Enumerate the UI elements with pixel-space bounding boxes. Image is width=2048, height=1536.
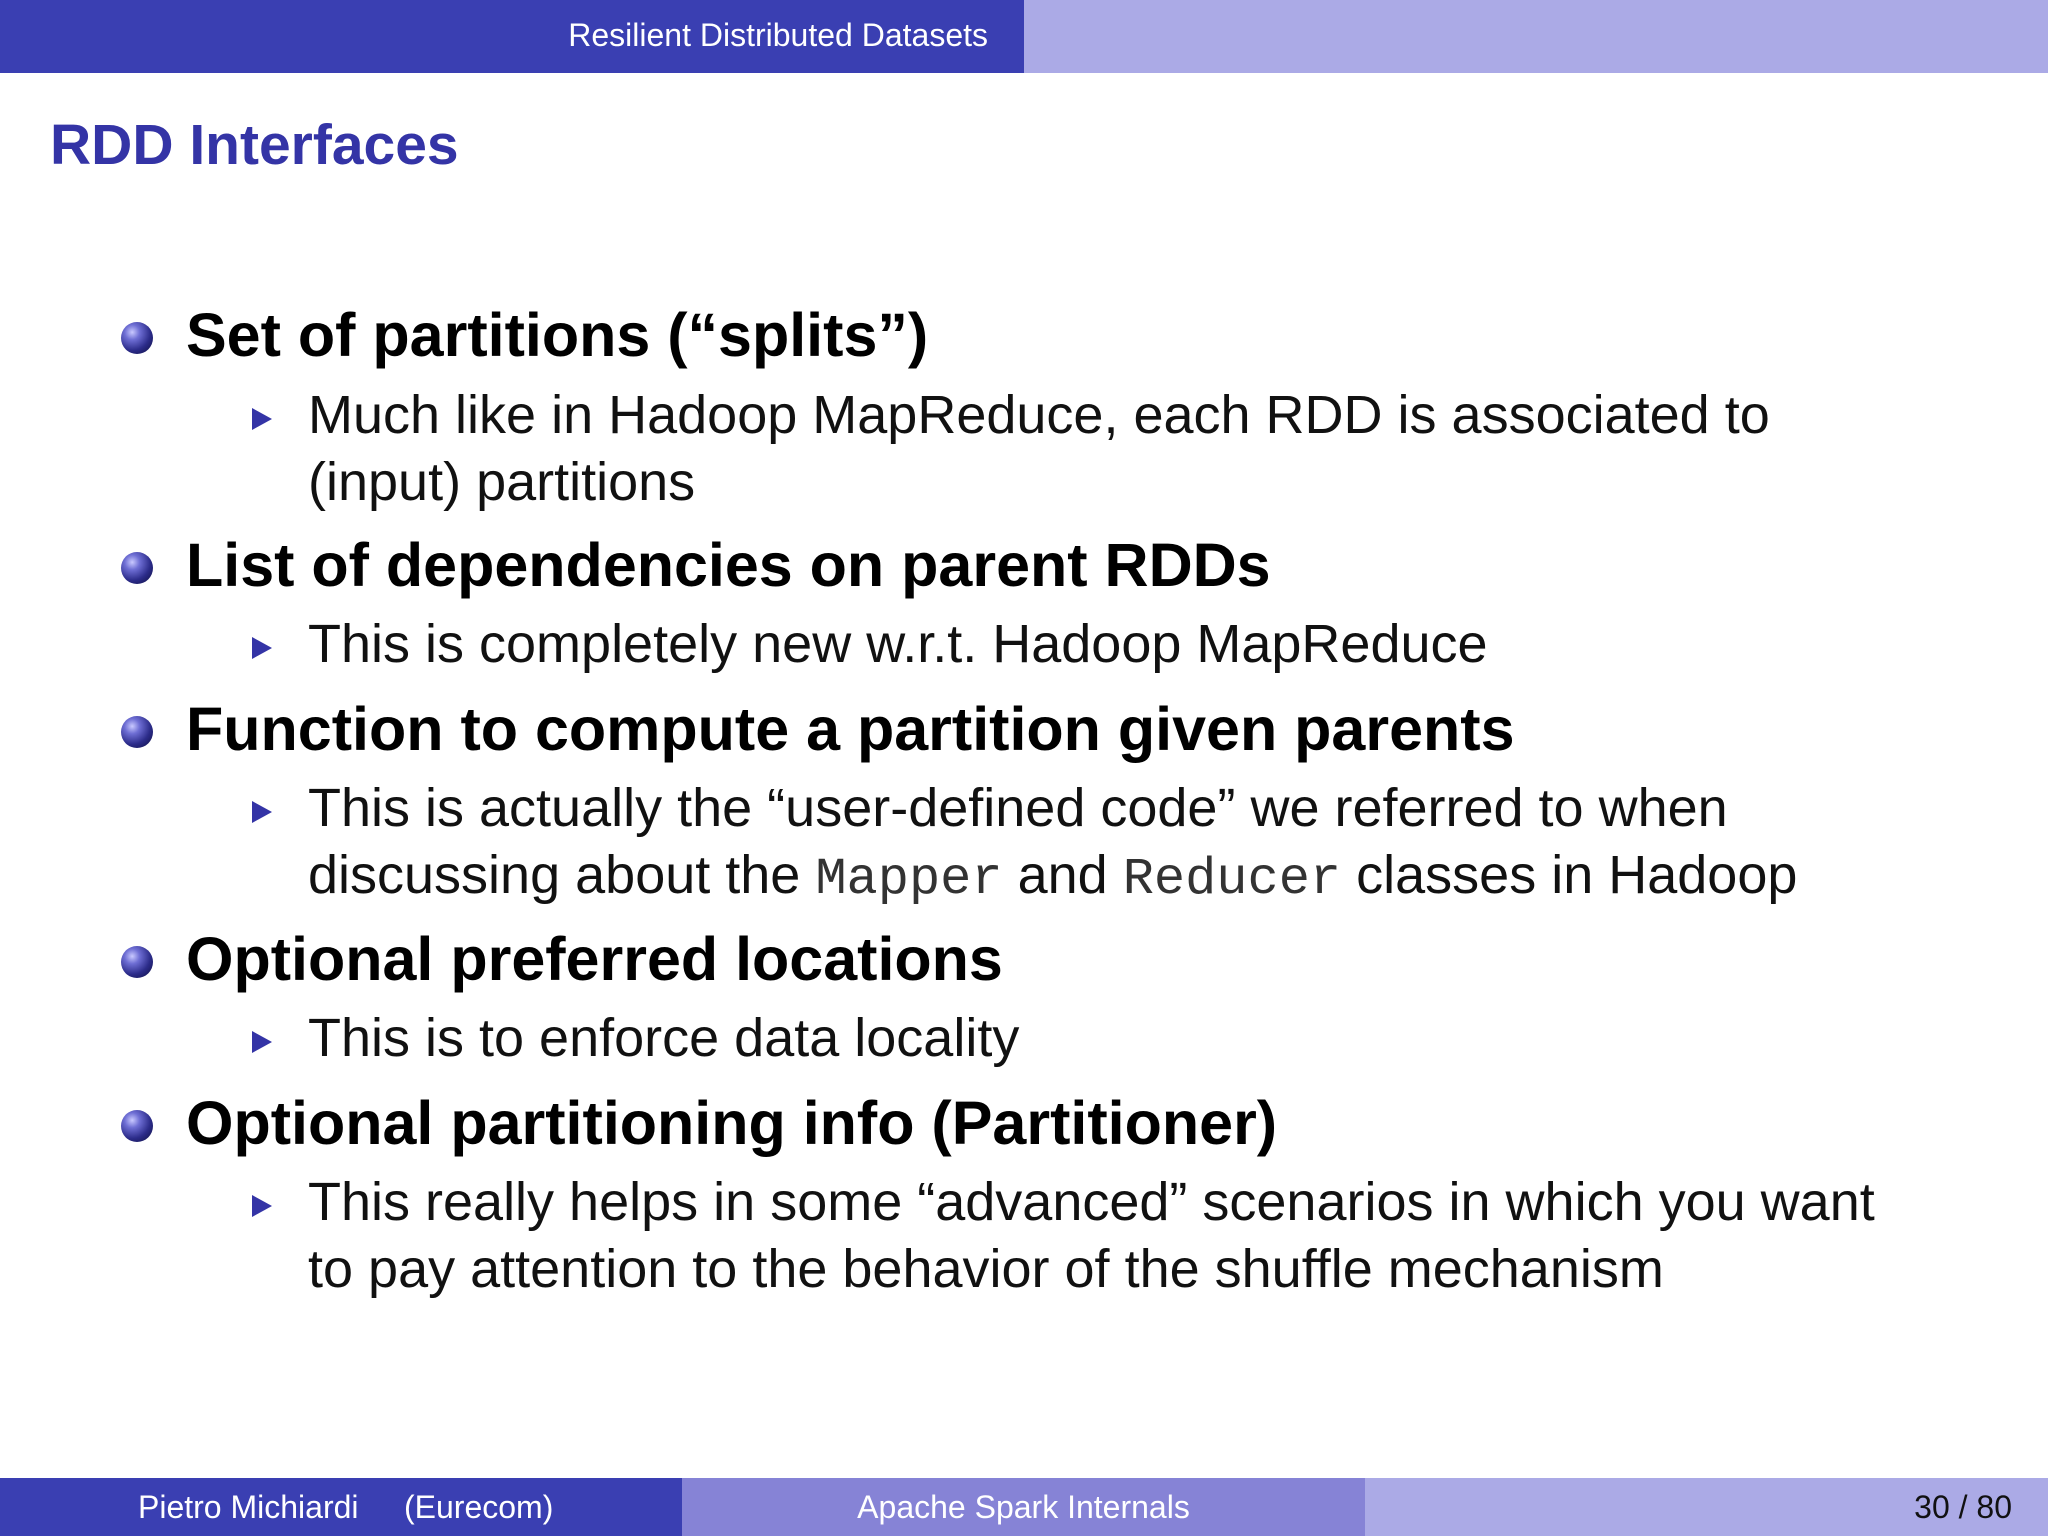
item-title: Function to compute a partition given parents	[186, 695, 1515, 763]
sub-item-text	[308, 844, 1797, 909]
item-title: Optional preferred locations	[186, 925, 1003, 993]
text-run: and	[1002, 845, 1123, 905]
frame-title: RDD Interfaces	[50, 113, 459, 177]
sub-item-text: (input) partitions	[308, 452, 696, 512]
bullet-triangle-icon	[252, 801, 272, 823]
sub-item-text: This is to enforce data locality	[308, 1008, 1020, 1068]
item-title: Set of partitions (“splits”)	[186, 301, 929, 369]
bullet-ball-icon	[121, 322, 153, 354]
section-title: Resilient Distributed Datasets	[568, 17, 988, 53]
sub-item-text: This really helps in some “advanced” scenarios in which you want	[308, 1172, 1875, 1232]
sub-item-text: Much like in Hadoop MapReduce, each RDD is associated to	[308, 385, 1770, 445]
item-title: Optional partitioning info (Partitioner)	[186, 1089, 1278, 1157]
item-title: List of dependencies on parent RDDs	[186, 531, 1271, 599]
bullet-triangle-icon	[252, 1031, 272, 1053]
footer-short-title: Apache Spark Internals	[857, 1489, 1190, 1525]
footer-bar	[0, 1478, 2048, 1536]
sub-item-text: This is actually the “user-defined code” we referred to when	[308, 778, 1728, 838]
sub-item-text: This is completely new w.r.t. Hadoop MapReduce	[308, 614, 1488, 674]
bullet-triangle-icon	[252, 637, 272, 659]
page-number: 30 / 80	[1914, 1489, 2012, 1525]
header-right-segment	[1024, 0, 2048, 73]
bullet-ball-icon	[121, 1110, 153, 1142]
bullet-triangle-icon	[252, 1195, 272, 1217]
bullet-triangle-icon	[252, 408, 272, 430]
footer-institute: (Eurecom)	[404, 1489, 554, 1525]
header-bar	[0, 0, 2048, 73]
footer-title-segment	[682, 1478, 1365, 1536]
text-run: discussing about the	[308, 845, 816, 905]
text-run: classes in Hadoop	[1341, 845, 1798, 905]
bullet-ball-icon	[121, 552, 153, 584]
sub-item-text: to pay attention to the behavior of the shuffle mechanism	[308, 1239, 1664, 1299]
code-mapper: Mapper	[815, 850, 1003, 909]
footer-author-segment	[0, 1478, 682, 1536]
code-reducer: Reducer	[1122, 850, 1342, 909]
footer-page-segment	[1365, 1478, 2048, 1536]
bullet-ball-icon	[121, 946, 153, 978]
bullet-ball-icon	[121, 716, 153, 748]
footer-author: Pietro Michiardi	[138, 1489, 359, 1525]
header-left-segment	[0, 0, 1024, 73]
